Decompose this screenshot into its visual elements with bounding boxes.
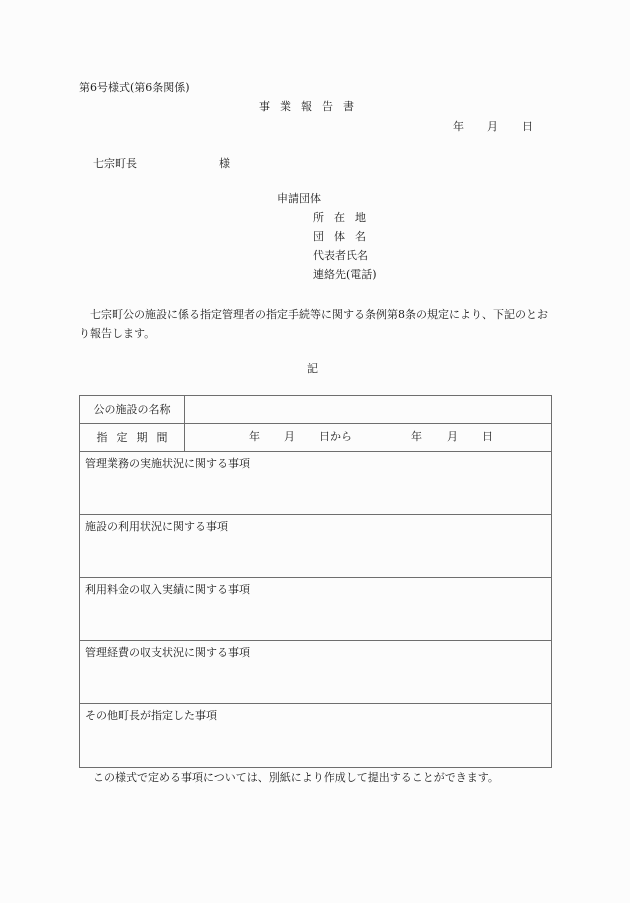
period-row [80, 424, 552, 452]
section-label: その他町長が指定した事項 [85, 709, 217, 722]
applicant-field-org-name: 団体名 [313, 230, 376, 243]
date-year: 年 [453, 120, 464, 133]
document-title: 事業報告書 [259, 100, 364, 113]
section-row [80, 641, 552, 704]
section-label: 施設の利用状況に関する事項 [85, 520, 228, 533]
period-from-month: 月 [284, 430, 295, 443]
footnote: この様式で定める事項については、別紙により作成して提出することができます。 [93, 771, 499, 784]
section-label: 利用料金の収入実績に関する事項 [85, 583, 250, 596]
report-table [79, 395, 552, 768]
section-label: 管理業務の実施状況に関する事項 [85, 457, 250, 470]
applicant-heading: 申請団体 [277, 192, 321, 205]
date-day: 日 [522, 120, 533, 133]
period-to-year: 年 [411, 430, 422, 443]
facility-name-value[interactable] [185, 396, 552, 424]
addressee-name: 七宗町長 [93, 157, 137, 170]
period-to-month: 月 [447, 430, 458, 443]
section-management-status[interactable] [80, 452, 552, 515]
period-value[interactable] [185, 424, 552, 452]
section-fee-revenue[interactable] [80, 578, 552, 641]
ki-heading: 記 [307, 362, 318, 375]
period-from-day: 日から [319, 430, 352, 443]
facility-name-label: 公の施設の名称 [80, 396, 185, 424]
section-label: 管理経費の収支状況に関する事項 [85, 646, 250, 659]
applicant-field-representative: 代表者氏名 [313, 249, 368, 262]
form-number: 第6号様式(第6条関係) [79, 81, 190, 94]
addressee-honorific: 様 [219, 157, 230, 170]
facility-name-row [80, 396, 552, 424]
section-row [80, 578, 552, 641]
section-row [80, 515, 552, 578]
body-text: 七宗町公の施設に係る指定管理者の指定手続等に関する条例第8条の規定により、下記のとおり報告します。 [79, 308, 548, 340]
section-expense-balance[interactable] [80, 641, 552, 704]
period-to-day: 日 [482, 430, 493, 443]
section-row [80, 452, 552, 515]
period-label: 指定期間 [80, 424, 185, 452]
section-row [80, 704, 552, 768]
period-from-year: 年 [249, 430, 260, 443]
section-other-matters[interactable] [80, 704, 552, 768]
section-usage-status[interactable] [80, 515, 552, 578]
applicant-field-contact: 連絡先(電話) [313, 268, 377, 281]
applicant-field-address: 所在地 [313, 211, 376, 224]
date-month: 月 [487, 120, 498, 133]
